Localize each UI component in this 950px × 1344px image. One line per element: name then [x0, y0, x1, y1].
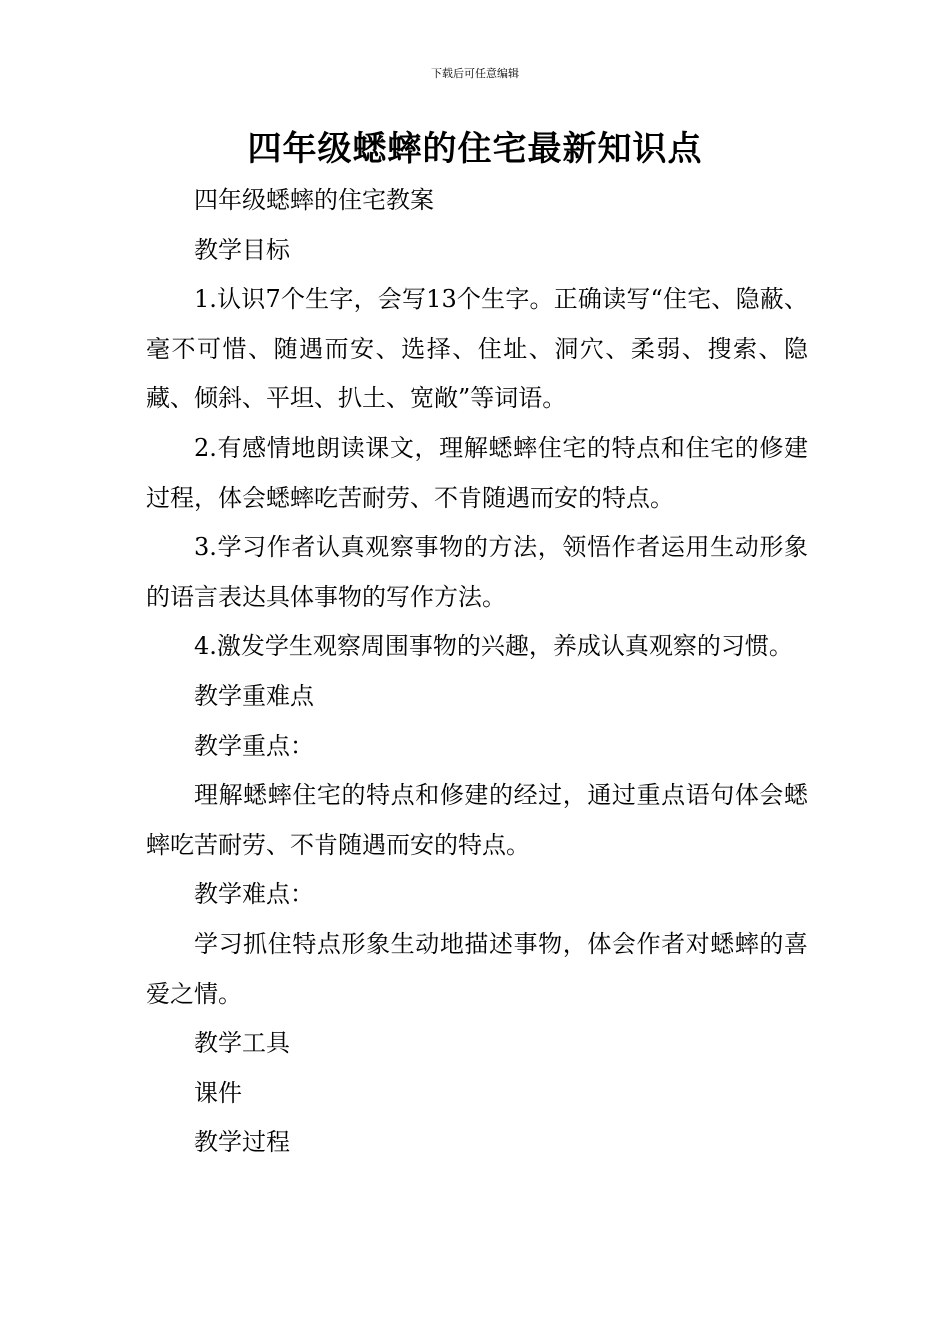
- document-body: [146, 176, 808, 1168]
- objective-item-4: 4.激发学生观察周围事物的兴趣，养成认真观察的习惯。: [194, 632, 793, 661]
- objective-item-1: 1.认识7个生字，会写13个生字。正确读写“住宅、隐蔽、毫不可惜、随遇而安、选择、住址、洞穴、柔弱、搜索、隐藏、倾斜、平坦、扒土、宽敞”等词语。: [146, 285, 808, 413]
- objective-item-3: 3.学习作者认真观察事物的方法，领悟作者运用生动形象的语言表达具体事物的写作方法。: [146, 533, 808, 611]
- objective-item-2: 2.有感情地朗读课文，理解蟋蟀住宅的特点和住宅的修建过程，体会蟋蟀吃苦耐劳、不肯随遇而安的特点。: [146, 433, 808, 512]
- key-point-text: 理解蟋蟀住宅的特点和修建的经过，通过重点语句体会蟋蟀吃苦耐劳、不肯随遇而安的特点。: [146, 781, 808, 859]
- section-heading-tools: 教学工具: [194, 1029, 290, 1058]
- key-point-label: 教学重点：: [194, 731, 314, 760]
- header-note: 下载后可任意编辑: [431, 67, 519, 80]
- difficulty-text: 学习抓住特点形象生动地描述事物，体会作者对蟋蟀的喜爱之情。: [146, 929, 808, 1008]
- section-heading-process: 教学过程: [194, 1128, 290, 1157]
- document-title: 四年级蟋蟀的住宅最新知识点: [247, 129, 703, 169]
- difficulty-label: 教学难点：: [194, 880, 314, 909]
- section-heading-objectives: 教学目标: [194, 235, 290, 264]
- section-heading-key-points: 教学重难点: [194, 681, 314, 710]
- subtitle-paragraph: 四年级蟋蟀的住宅教案: [194, 186, 434, 214]
- tools-text: 课件: [194, 1078, 242, 1107]
